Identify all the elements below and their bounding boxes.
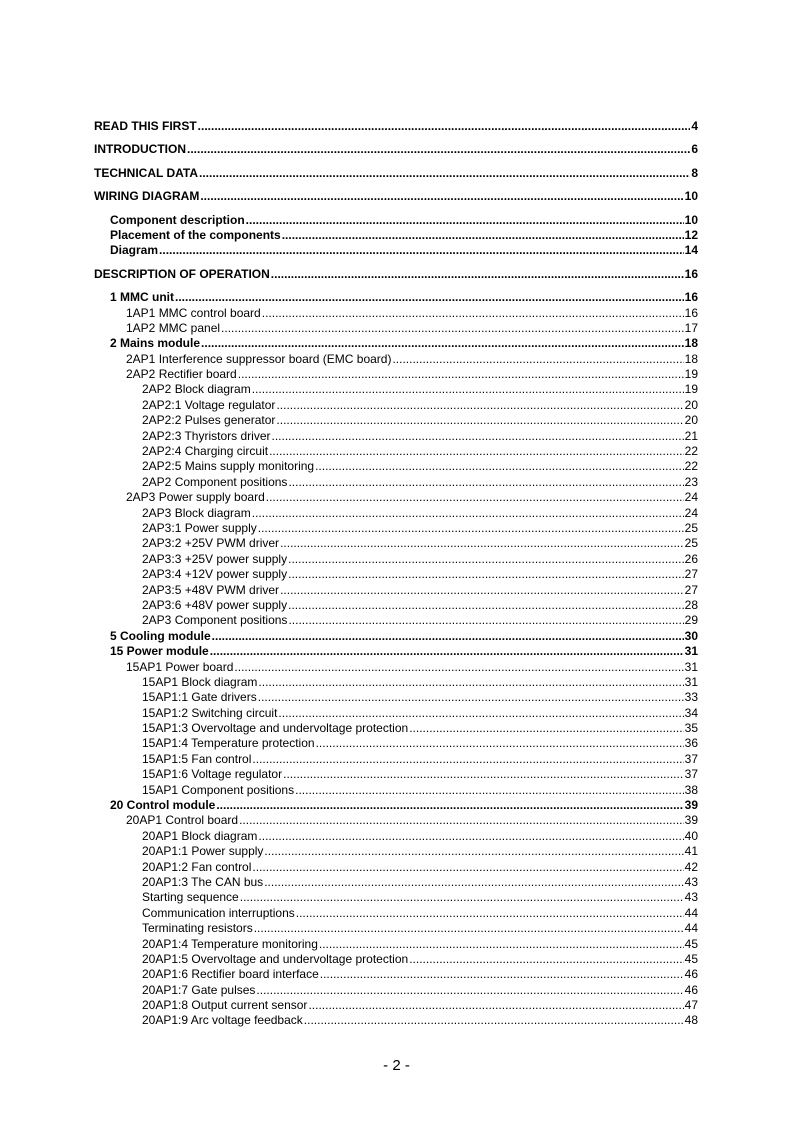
toc-entry[interactable] (94, 243, 698, 258)
toc-entry-page: 46 (684, 967, 698, 982)
toc-entry-title: 15AP1:3 Overvoltage and undervoltage protection (142, 721, 409, 736)
toc-entry[interactable] (94, 506, 698, 521)
toc-entry-title: WIRING DIAGRAM (94, 189, 200, 204)
toc-entry-page: 39 (684, 798, 698, 813)
toc-entry-title: 2 Mains module (110, 336, 201, 351)
toc-dot-leader (288, 475, 683, 490)
toc-entry-title: 1AP2 MMC panel (126, 320, 221, 335)
toc-entry[interactable] (94, 660, 698, 675)
toc-entry[interactable] (94, 629, 698, 644)
toc-entry[interactable] (94, 736, 698, 751)
toc-entry-title: 20AP1:1 Power supply (142, 844, 264, 859)
toc-dot-leader (210, 644, 684, 659)
toc-dot-leader (409, 721, 683, 736)
toc-entry-page: 4 (691, 119, 698, 133)
toc-entry-page: 36 (684, 736, 698, 751)
toc-entry-title: 2AP3:2 +25V PWM driver (142, 536, 280, 551)
toc-entry[interactable] (94, 119, 698, 134)
toc-entry-title: 2AP2:2 Pulses generator (142, 413, 276, 428)
toc-entry[interactable] (94, 983, 698, 998)
toc-dot-leader (315, 459, 684, 474)
toc-entry-page: 43 (684, 874, 698, 889)
toc-entry-title: 2AP2 Rectifier board (126, 367, 237, 382)
toc-entry-title: 2AP2:4 Charging circuit (142, 444, 269, 459)
toc-dot-leader (288, 567, 684, 582)
toc-entry[interactable] (94, 567, 698, 582)
toc-entry[interactable] (94, 767, 698, 782)
toc-entry-title: INTRODUCTION (94, 142, 186, 157)
toc-entry-page: 46 (684, 982, 698, 997)
toc-entry[interactable] (94, 367, 698, 382)
toc-entry[interactable] (94, 336, 698, 351)
toc-entry-title: Starting sequence (142, 890, 239, 905)
toc-entry-page: 44 (684, 905, 698, 920)
toc-entry-page: 30 (684, 628, 698, 643)
toc-dot-leader (221, 321, 684, 336)
toc-entry-page: 10 (684, 189, 698, 204)
toc-entry-page: 27 (684, 582, 698, 597)
toc-entry-page: 20 (684, 397, 698, 412)
toc-dot-leader (296, 906, 684, 921)
toc-entry-page: 25 (684, 520, 698, 535)
toc-entry-title: 20AP1:6 Rectifier board interface (142, 967, 319, 982)
toc-entry[interactable] (94, 752, 698, 767)
toc-entry-title: 20AP1 Control board (126, 813, 239, 828)
toc-dot-leader (276, 398, 683, 413)
toc-entry-title: 5 Cooling module (110, 628, 211, 643)
toc-entry[interactable] (94, 829, 698, 844)
toc-entry[interactable] (94, 352, 698, 367)
toc-entry-page: 31 (684, 674, 698, 689)
toc-dot-leader (240, 890, 684, 905)
toc-entry-title: 2AP3 Block diagram (142, 505, 251, 520)
toc-entry-title: 15AP1:6 Voltage regulator (142, 767, 283, 782)
toc-entry-page: 40 (684, 828, 698, 843)
toc-entry-title: Terminating resistors (142, 921, 253, 936)
toc-entry[interactable] (94, 429, 698, 444)
toc-entry-title: TECHNICAL DATA (94, 165, 198, 180)
toc-entry[interactable] (94, 444, 698, 459)
toc-entry-page: 38 (684, 782, 698, 797)
toc-entry-title: 2AP2:5 Mains supply monitoring (142, 459, 315, 474)
toc-dot-leader (238, 367, 684, 382)
toc-entry-page: 21 (684, 428, 698, 443)
toc-entry-title: 20AP1:7 Gate pulses (142, 982, 256, 997)
toc-entry-page: 31 (684, 659, 698, 674)
toc-entry[interactable] (94, 413, 698, 428)
toc-entry-page: 18 (684, 336, 698, 351)
toc-entry-page: 34 (684, 705, 698, 720)
toc-entry[interactable] (94, 890, 698, 905)
toc-dot-leader (252, 752, 683, 767)
toc-dot-leader (295, 783, 684, 798)
toc-dot-leader (216, 798, 683, 813)
toc-entry-page: 39 (684, 813, 698, 828)
toc-entry[interactable] (94, 921, 698, 936)
toc-dot-leader (271, 267, 684, 282)
toc-dot-leader (199, 166, 690, 181)
toc-entry-title: 15AP1:4 Temperature protection (142, 736, 315, 751)
toc-entry-page: 6 (691, 142, 698, 157)
toc-entry-page: 22 (684, 459, 698, 474)
toc-dot-leader (254, 921, 684, 936)
toc-entry[interactable] (94, 552, 698, 567)
toc-entry-title: 2AP3 Component positions (142, 613, 288, 628)
toc-entry[interactable] (94, 459, 698, 474)
toc-entry[interactable] (94, 142, 698, 157)
toc-entry[interactable] (94, 598, 698, 613)
toc-dot-leader (252, 860, 683, 875)
toc-entry[interactable] (94, 475, 698, 490)
toc-dot-leader (288, 552, 684, 567)
toc-dot-leader (288, 598, 684, 613)
toc-dot-leader (392, 352, 683, 367)
toc-dot-leader (252, 382, 684, 397)
toc-entry-title: Communication interruptions (142, 905, 295, 920)
table-of-contents (94, 119, 698, 1029)
toc-dot-leader (246, 213, 684, 228)
toc-dot-leader (239, 813, 684, 828)
toc-entry-page: 37 (684, 767, 698, 782)
toc-entry-page: 10 (684, 212, 698, 227)
toc-entry-page: 35 (684, 721, 698, 736)
toc-entry[interactable] (94, 721, 698, 736)
toc-entry-title: 15AP1:2 Switching circuit (142, 705, 278, 720)
toc-dot-leader (288, 613, 683, 628)
toc-dot-leader (264, 844, 683, 859)
toc-entry[interactable] (94, 844, 698, 859)
toc-entry[interactable] (94, 189, 698, 204)
toc-entry-title: 15AP1 Power board (126, 659, 234, 674)
toc-entry[interactable] (94, 706, 698, 721)
toc-entry-title: 2AP3:6 +48V power supply (142, 597, 288, 612)
toc-entry[interactable] (94, 213, 698, 228)
toc-entry[interactable] (94, 398, 698, 413)
toc-entry-page: 42 (684, 859, 698, 874)
toc-entry-title: 2AP2:1 Voltage regulator (142, 397, 276, 412)
toc-entry-title: 20AP1:9 Arc voltage feedback (142, 1013, 303, 1028)
toc-entry-page: 23 (684, 474, 698, 489)
toc-entry[interactable] (94, 798, 698, 813)
toc-entry-title: 2AP2:3 Thyristors driver (142, 428, 271, 443)
toc-dot-leader (258, 675, 683, 690)
toc-entry[interactable] (94, 875, 698, 890)
toc-entry-page: 44 (684, 921, 698, 936)
toc-dot-leader (278, 706, 683, 721)
toc-dot-leader (276, 413, 683, 428)
toc-dot-leader (316, 736, 684, 751)
toc-entry-title: 20AP1:4 Temperature monitoring (142, 936, 318, 951)
toc-dot-leader (234, 660, 683, 675)
toc-entry-title: READ THIS FIRST (94, 119, 197, 133)
toc-entry-title: 20AP1:8 Output current sensor (142, 998, 308, 1013)
toc-entry-page: 16 (684, 305, 698, 320)
toc-entry-page: 12 (684, 227, 698, 242)
toc-entry-title: 20AP1:3 The CAN bus (142, 874, 264, 889)
toc-entry[interactable] (94, 952, 698, 967)
toc-entry-page: 24 (684, 490, 698, 505)
toc-entry-page: 22 (684, 444, 698, 459)
toc-entry-page: 45 (684, 936, 698, 951)
toc-dot-leader (256, 983, 683, 998)
toc-entry-title: 2AP3:4 +12V power supply (142, 567, 288, 582)
toc-dot-leader (269, 444, 684, 459)
toc-entry[interactable] (94, 675, 698, 690)
toc-entry-title: 15AP1 Block diagram (142, 674, 258, 689)
toc-dot-leader (280, 536, 684, 551)
toc-dot-leader (258, 829, 683, 844)
toc-entry-title: 2AP2 Block diagram (142, 382, 251, 397)
toc-entry-title: 1AP1 MMC control board (126, 305, 261, 320)
toc-entry[interactable] (94, 937, 698, 952)
toc-entry[interactable] (94, 321, 698, 336)
toc-entry-title: 15AP1:1 Gate drivers (142, 690, 257, 705)
toc-entry-title: DESCRIPTION OF OPERATION (94, 266, 270, 281)
toc-dot-leader (319, 937, 684, 952)
toc-dot-leader (198, 119, 691, 134)
toc-entry[interactable] (94, 783, 698, 798)
toc-entry-title: 2AP3:1 Power supply (142, 520, 257, 535)
toc-entry-title: 2AP3:3 +25V power supply (142, 551, 288, 566)
toc-entry[interactable] (94, 998, 698, 1013)
page-number: - 2 - (383, 1057, 410, 1074)
toc-dot-leader (272, 429, 684, 444)
toc-dot-leader (262, 306, 684, 321)
toc-entry-title: 2AP2 Component positions (142, 474, 288, 489)
toc-dot-leader (200, 189, 683, 204)
toc-entry[interactable] (94, 490, 698, 505)
toc-entry-page: 25 (684, 536, 698, 551)
toc-dot-leader (159, 243, 684, 258)
toc-dot-leader (283, 767, 684, 782)
toc-entry-page: 14 (684, 243, 698, 258)
toc-entry-page: 37 (684, 751, 698, 766)
toc-dot-leader (187, 142, 690, 157)
toc-dot-leader (212, 629, 684, 644)
toc-entry-page: 27 (684, 567, 698, 582)
toc-dot-leader (258, 521, 684, 536)
toc-dot-leader (258, 690, 684, 705)
toc-entry-title: 15 Power module (110, 644, 209, 659)
toc-entry-title: 15AP1 Component positions (142, 782, 295, 797)
toc-entry[interactable] (94, 860, 698, 875)
toc-entry-title: 20AP1:5 Overvoltage and undervoltage protection (142, 951, 409, 966)
toc-dot-leader (264, 875, 683, 890)
toc-entry[interactable] (94, 382, 698, 397)
toc-entry[interactable] (94, 228, 698, 243)
toc-entry-title: 2AP3 Power supply board (126, 490, 265, 505)
toc-entry[interactable] (94, 613, 698, 628)
toc-entry-title: Placement of the components (110, 227, 281, 242)
toc-entry[interactable] (94, 583, 698, 598)
toc-entry-title: 2AP1 Interference suppressor board (EMC board) (126, 351, 392, 366)
toc-entry-title: 20AP1:2 Fan control (142, 859, 252, 874)
toc-entry-title: 2AP3:5 +48V PWM driver (142, 582, 280, 597)
toc-entry-page: 26 (684, 551, 698, 566)
toc-entry-page: 41 (684, 844, 698, 859)
toc-entry[interactable] (94, 536, 698, 551)
toc-dot-leader (320, 967, 684, 982)
toc-dot-leader (308, 998, 683, 1013)
toc-entry-page: 20 (684, 413, 698, 428)
toc-entry-page: 19 (684, 382, 698, 397)
toc-entry[interactable] (94, 306, 698, 321)
toc-entry-title: 1 MMC unit (110, 290, 174, 305)
toc-entry[interactable] (94, 967, 698, 982)
toc-entry-page: 33 (684, 690, 698, 705)
toc-entry[interactable] (94, 1013, 698, 1028)
toc-entry[interactable] (94, 813, 698, 828)
toc-entry-page: 43 (684, 890, 698, 905)
toc-dot-leader (175, 290, 684, 305)
toc-entry-title: Component description (110, 212, 245, 227)
toc-dot-leader (252, 506, 684, 521)
toc-dot-leader (266, 490, 684, 505)
toc-entry-page: 47 (684, 998, 698, 1013)
toc-entry-title: 20 Control module (110, 798, 216, 813)
toc-entry-page: 28 (684, 597, 698, 612)
toc-entry[interactable] (94, 166, 698, 181)
toc-entry-title: 20AP1 Block diagram (142, 828, 258, 843)
toc-entry[interactable] (94, 644, 698, 659)
toc-entry-page: 31 (684, 644, 698, 659)
toc-entry[interactable] (94, 906, 698, 921)
toc-entry-page: 8 (691, 165, 698, 180)
toc-dot-leader (201, 336, 684, 351)
toc-entry-page: 48 (684, 1013, 698, 1028)
toc-dot-leader (280, 583, 684, 598)
toc-entry[interactable] (94, 690, 698, 705)
toc-entry-page: 18 (684, 351, 698, 366)
toc-entry-page: 17 (684, 320, 698, 335)
toc-entry-page: 16 (684, 266, 698, 281)
toc-entry-page: 24 (684, 505, 698, 520)
toc-dot-leader (409, 952, 683, 967)
toc-entry[interactable] (94, 267, 698, 282)
toc-entry-page: 19 (684, 367, 698, 382)
toc-dot-leader (304, 1013, 684, 1028)
toc-entry-page: 29 (684, 613, 698, 628)
toc-entry-page: 16 (684, 290, 698, 305)
toc-entry[interactable] (94, 521, 698, 536)
toc-entry-title: 15AP1:5 Fan control (142, 751, 252, 766)
toc-entry-title: Diagram (110, 243, 159, 258)
toc-dot-leader (282, 228, 684, 243)
toc-entry-page: 45 (684, 951, 698, 966)
toc-entry[interactable] (94, 290, 698, 305)
